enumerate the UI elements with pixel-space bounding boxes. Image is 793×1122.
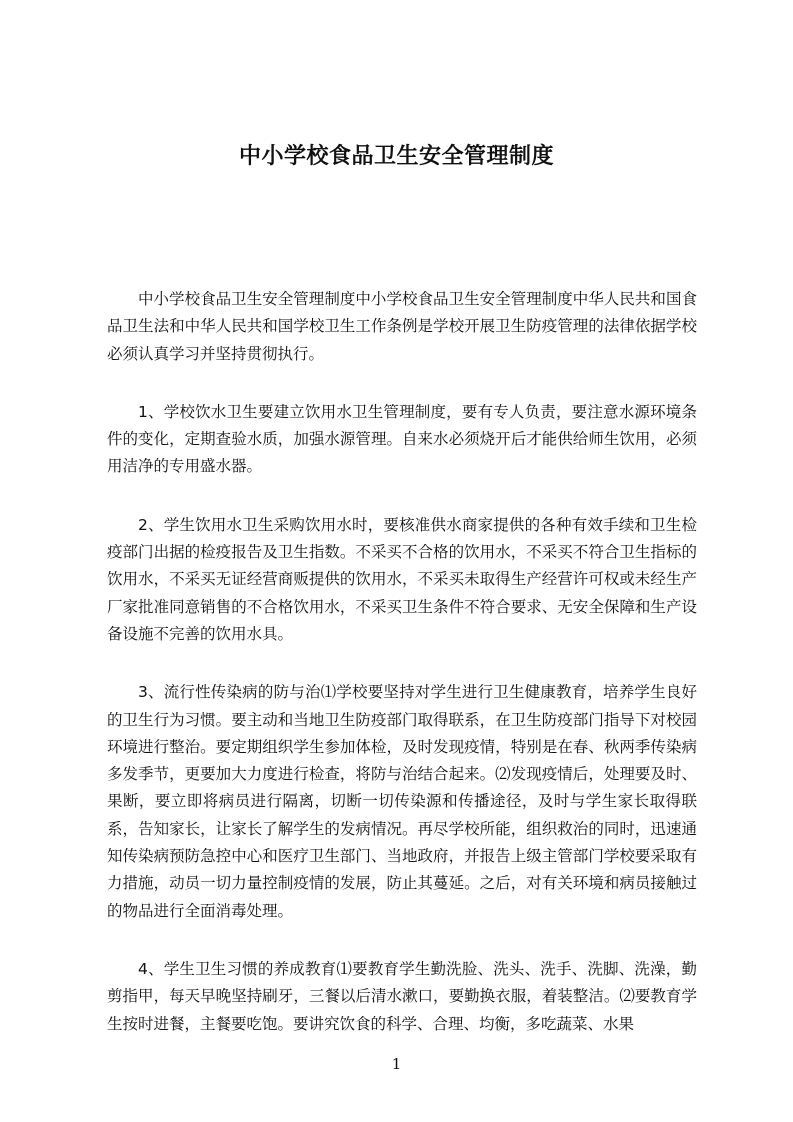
paragraph-water-purchasing: 2、学生饮用水卫生采购饮用水时，要核准供水商家提供的各种有效手续和卫生检疫部门出据的检疫报告及卫生指数。不采买不合格的饮用水，不采买不符合卫生指标的饮用水，不采买无证经营商贩提供的饮用水，不采买未取得生产经营许可权或未经生产厂家批准同意销售的不合格饮用水，不采买卫生条件不符合要求、无安全保障和生产设备设施不完善的饮用水具。 [107, 515, 697, 643]
paragraph-hygiene-habits: 4、学生卫生习惯的养成教育⑴要教育学生勤洗脸、洗头、洗手、洗脚、洗澡，勤剪指甲，每天早晚坚持刷牙，三餐以后清水漱口，要勤换衣服，着装整洁。⑵要教育学生按时进餐，主餐要吃饱。要讲究饮食的科学、合理、均衡，多吃蔬菜、水果 [107, 959, 697, 1033]
document-title: 中小学校食品卫生安全管理制度 [238, 144, 554, 169]
paragraph-infectious-disease: 3、流行性传染病的防与治⑴学校要坚持对学生进行卫生健康教育，培养学生良好的卫生行为习惯。要主动和当地卫生防疫部门取得联系，在卫生防疫部门指导下对校园环境进行整治。要定期组织学生参加体检，及时发现疫情，特别是在春、秋两季传染病多发季节，更要加大力度进行检查，将防与治结合起来。⑵发现疫情后，处理要及时、果断，要立即将病员进行隔离，切断一切传染源和传播途径，及时与学生家长取得联系，告知家长，让家长了解学生的发病情况。再尽学校所能，组织救治的同时，迅速通知传染病预防急控中心和医疗卫生部门、当地政府，并报告上级主管部门学校要采取有力措施，动员一切力量控制疫情的发展，防止其蔓延。之后，对有关环境和病员接触过的物品进行全面消毒处理。 [107, 683, 697, 920]
document-body [107, 286, 697, 1069]
page-number: 1 [391, 1055, 402, 1073]
paragraph-intro: 中小学校食品卫生安全管理制度中小学校食品卫生安全管理制度中华人民共和国食品卫生法和中华人民共和国学校卫生工作条例是学校开展卫生防疫管理的法律依据学校必须认真学习并坚持贯彻执行。 [107, 290, 697, 363]
paragraph-drinking-water-hygiene: 1、学校饮水卫生要建立饮用水卫生管理制度，要有专人负责，要注意水源环境条件的变化，定期查验水质，加强水源管理。自来水必须烧开后才能供给师生饮用，必须用洁净的专用盛水器。 [107, 402, 697, 476]
